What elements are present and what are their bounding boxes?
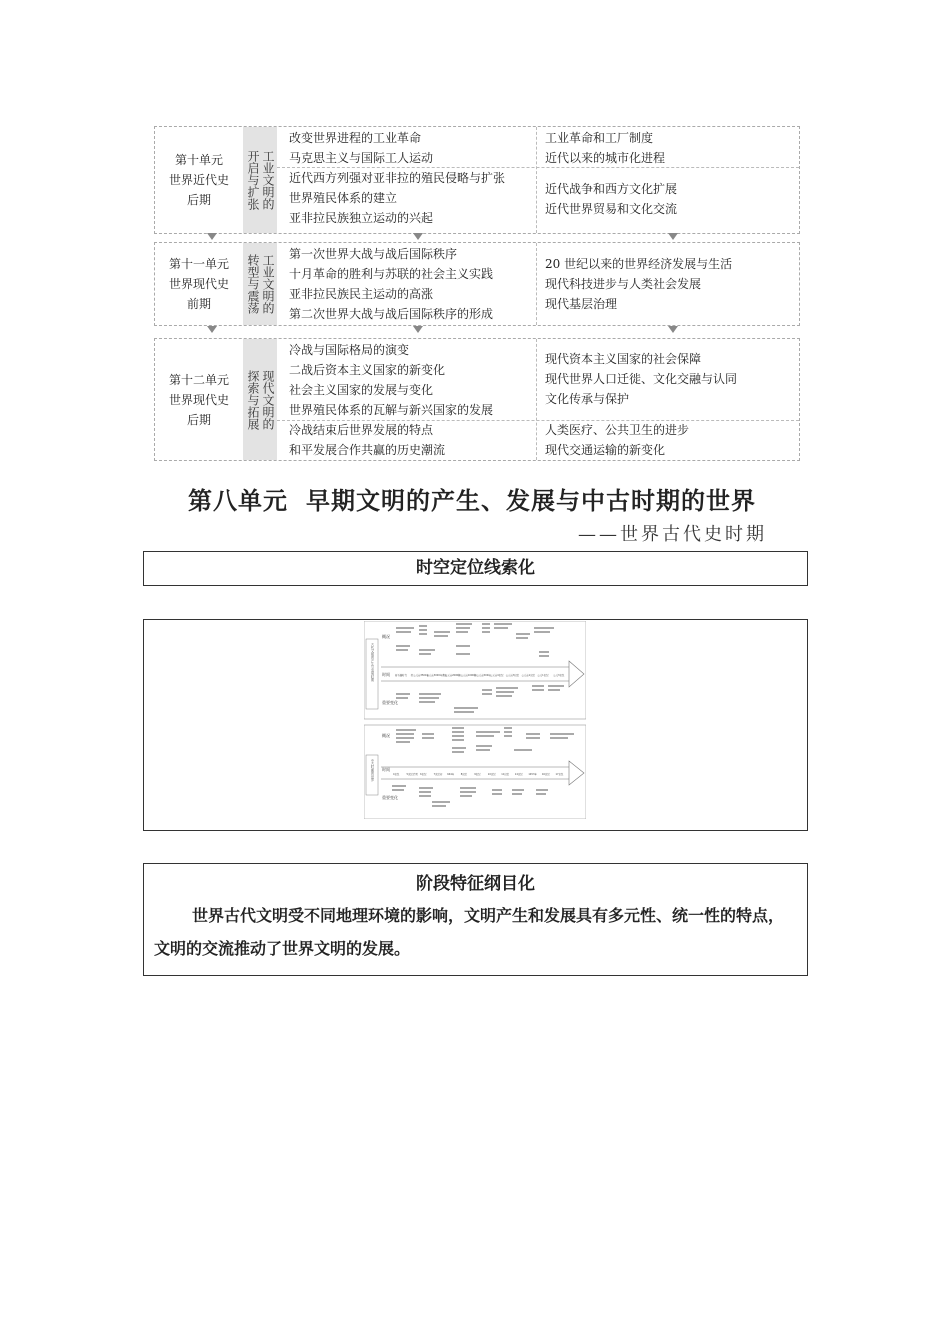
- cell-left-1: [289, 128, 433, 168]
- topic-item: 第二次世界大战与战后国际秩序的形成: [289, 307, 494, 321]
- unit-period: 后期: [186, 412, 211, 427]
- time-label: 17世纪: [555, 773, 564, 776]
- theme-col: [261, 370, 274, 430]
- unit-period: 世界现代史: [168, 392, 229, 407]
- down-arrow-icon: [668, 233, 678, 240]
- time-label: 9世纪: [474, 773, 481, 776]
- theme-text: 开启与扩张: [246, 150, 260, 210]
- time-label: 1453年: [528, 773, 537, 776]
- row-label: 时间: [382, 672, 390, 677]
- row-label: 重要变化: [382, 795, 398, 800]
- time-label: 7世纪初: [433, 773, 443, 776]
- section-title: 时空定位线索化: [416, 558, 535, 578]
- theme-col: [246, 254, 259, 314]
- unit-11-box: [154, 242, 800, 326]
- upper-time-axis: [395, 673, 565, 677]
- unit-name: 第十一单元: [168, 257, 229, 271]
- theme-text: 现代文明的: [261, 369, 275, 430]
- topic-item: 现代世界人口迁徙、文化交融与认同: [545, 372, 738, 386]
- unit-heading: [188, 481, 756, 516]
- unit-12-theme: [243, 339, 277, 460]
- features-section: [143, 863, 808, 976]
- unit-11-label: [155, 243, 243, 325]
- time-label: 11世纪: [501, 773, 510, 776]
- topic-item: 世界殖民体系的瓦解与新兴国家的发展: [289, 403, 494, 417]
- down-arrow-icon: [413, 233, 423, 240]
- time-label: 10世纪: [487, 773, 496, 776]
- unit-name: 第十单元: [174, 153, 223, 167]
- topic-item: 文化传承与保护: [545, 392, 630, 406]
- cell-left-1: [289, 244, 493, 324]
- row-label: 时间: [382, 767, 390, 772]
- topic-item: 第一次世界大战与战后国际秩序: [289, 247, 458, 261]
- unit-period: 前期: [186, 297, 211, 311]
- cell-left-1: [289, 340, 493, 420]
- unit-10-label: [155, 127, 243, 233]
- timeline-section-header: [143, 551, 808, 586]
- section-title: 阶段特征纲目化: [416, 874, 535, 894]
- unit-subtitle: ——世界古代史时期: [578, 524, 767, 545]
- topic-item: 现代科技进步与人类社会发展: [545, 277, 702, 291]
- topic-item: 社会主义国家的发展与变化: [289, 383, 434, 397]
- time-label: 约公元前3500年: [410, 674, 429, 677]
- unit-name: 第十二单元: [168, 372, 229, 387]
- theme-col: [246, 150, 259, 210]
- time-label: 8世纪: [460, 773, 468, 776]
- topic-item: 和平发展合作共赢的历史潮流: [289, 443, 446, 457]
- upper-side-label: 古代文明的产生与发展时期: [370, 643, 374, 682]
- unit-period: 后期: [186, 193, 211, 207]
- time-label: 16世纪: [541, 773, 550, 776]
- time-label: 公元1世纪: [537, 674, 549, 677]
- unit-11-theme: [243, 243, 277, 325]
- unit-title-text: 早期文明的产生、发展与中古时期的世界: [306, 487, 756, 515]
- time-label: 公元前3世纪: [505, 674, 520, 677]
- features-paragraph: 世界古代文明受不同地理环境的影响，文明产生和发展具有多元性、统一性的特点，文明的交流推动了世界文明的发展。: [154, 906, 785, 958]
- unit-period: 世界近代史: [168, 173, 229, 187]
- topic-item: 世界殖民体系的建立: [289, 191, 398, 205]
- cell-right-1: [545, 349, 737, 409]
- theme-text: 工业文明的: [261, 254, 275, 314]
- time-label: 公元前1世纪: [521, 674, 535, 677]
- unit-12-box: [154, 338, 800, 461]
- topic-item: 现代资本主义国家的社会保障: [545, 352, 702, 366]
- topic-item: 冷战与国际格局的演变: [289, 343, 410, 357]
- unit-period: 世界现代史: [168, 277, 229, 291]
- topic-item: 现代交通运输的新变化: [545, 443, 666, 457]
- topic-item: 马克思主义与国际工人运动: [289, 151, 434, 165]
- topic-item: 近代西方列强对亚非拉的殖民侵略与扩张: [289, 171, 506, 185]
- cell-left-2: [289, 420, 445, 460]
- theme-text: 转型与震荡: [246, 254, 260, 314]
- time-label: 14世纪: [514, 773, 523, 776]
- theme-text: 工业文明的: [261, 150, 275, 210]
- time-label: 644年: [447, 773, 455, 776]
- down-arrow-icon: [207, 326, 217, 333]
- time-label: 6世纪: [420, 773, 427, 776]
- topic-item: 近代以来的城市化进程: [545, 151, 666, 165]
- unit-12-label: [155, 339, 243, 460]
- unit-10-theme: [243, 127, 277, 233]
- theme-text: 探索与拓展: [246, 369, 260, 430]
- row-label: 概况: [382, 634, 390, 639]
- row-label: 概况: [382, 733, 390, 738]
- topic-item: 20 世纪以来的世界经济发展与生活: [545, 257, 733, 271]
- cell-right-1: [545, 254, 732, 314]
- cell-right-2: [545, 179, 677, 219]
- down-arrow-icon: [207, 233, 217, 240]
- time-label: 约公元前500年: [474, 674, 491, 677]
- timeline-diagram: [364, 621, 586, 819]
- timeline-figure: [364, 621, 586, 819]
- topic-item: 现代基层治理: [545, 297, 618, 311]
- topic-item: 近代世界贸易和文化交流: [545, 202, 678, 216]
- time-label: 约公元前1000年: [458, 674, 477, 677]
- time-label: 4世纪: [393, 773, 400, 776]
- time-label: 5世纪后期: [406, 773, 418, 776]
- time-label: 新石器时代: [395, 674, 407, 677]
- unit-10-box: [154, 126, 800, 234]
- theme-col: [261, 150, 274, 210]
- topic-item: 冷战结束后世界发展的特点: [289, 423, 434, 437]
- time-label: 约公元前2000年: [442, 674, 461, 677]
- topic-item: 二战后资本主义国家的新变化: [289, 363, 446, 377]
- topic-item: 亚非拉民族民主运动的高涨: [289, 287, 434, 301]
- topic-item: 亚非拉民族独立运动的兴起: [289, 211, 434, 225]
- topic-item: 近代战争和西方文化扩展: [545, 182, 678, 196]
- cell-right-1: [545, 128, 665, 168]
- unit-number: 第八单元: [188, 487, 288, 515]
- topic-item: 改变世界进程的工业革命: [289, 131, 422, 145]
- topic-item: 工业革命和工厂制度: [545, 131, 654, 145]
- topic-item: 十月革命的胜利与苏联的社会主义实践: [289, 267, 494, 281]
- theme-col: [246, 370, 259, 430]
- time-label: 公元3世纪: [553, 674, 565, 677]
- down-arrow-icon: [668, 326, 678, 333]
- time-label: 公元前4世纪: [489, 674, 504, 677]
- lower-side-label: 中古时期的世界: [370, 759, 374, 782]
- row-label: 重要变化: [382, 700, 398, 705]
- down-arrow-icon: [413, 326, 423, 333]
- cell-left-2: [289, 168, 505, 228]
- theme-col: [261, 254, 274, 314]
- time-label: 公元前3000年左右: [426, 674, 448, 677]
- topic-item: 人类医疗、公共卫生的进步: [545, 423, 690, 437]
- cell-right-2: [545, 420, 689, 460]
